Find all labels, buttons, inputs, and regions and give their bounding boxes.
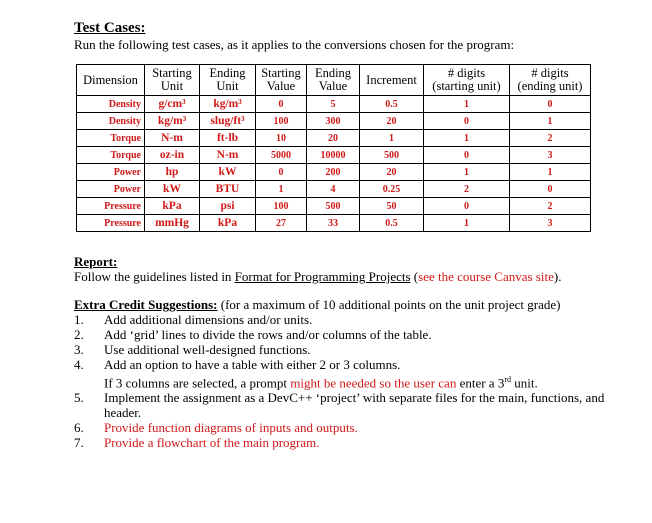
table-cell: 200 bbox=[307, 164, 360, 181]
table-cell: Power bbox=[77, 164, 145, 181]
table-cell: 1 bbox=[510, 164, 591, 181]
table-cell: 0 bbox=[424, 147, 510, 164]
table-cell: 100 bbox=[256, 113, 307, 130]
table-cell: oz-in bbox=[145, 147, 200, 164]
list-item: 6. Provide function diagrams of inputs and outputs. bbox=[74, 420, 358, 436]
list-item: 5. Implement the assignment as a DevC++ ‘project’ with separate files for the main, functions, and header. bbox=[74, 390, 605, 421]
table-cell: kPa bbox=[145, 198, 200, 215]
table-cell: Density bbox=[77, 113, 145, 130]
table-cell: Torque bbox=[77, 130, 145, 147]
table-cell: slug/ft³ bbox=[200, 113, 256, 130]
table-cell: kPa bbox=[200, 215, 256, 232]
list-item: 1. Add additional dimensions and/or units. bbox=[74, 312, 313, 327]
table-cell: 3 bbox=[510, 215, 591, 232]
table-cell: psi bbox=[200, 198, 256, 215]
table-cell: kW bbox=[200, 164, 256, 181]
table-cell: 2 bbox=[424, 181, 510, 198]
table-cell: 1 bbox=[424, 96, 510, 113]
table-cell: N-m bbox=[200, 147, 256, 164]
table-row bbox=[77, 181, 591, 198]
table-cell: 0.5 bbox=[360, 96, 424, 113]
table-cell: 10000 bbox=[307, 147, 360, 164]
table-row bbox=[77, 130, 591, 147]
test-cases-heading: Test Cases: bbox=[74, 20, 146, 36]
col-header-increment: Increment bbox=[360, 65, 424, 96]
table-cell: 50 bbox=[360, 198, 424, 215]
table-cell: 27 bbox=[256, 215, 307, 232]
table-cell: 1 bbox=[424, 164, 510, 181]
table-row bbox=[77, 113, 591, 130]
table-cell: 3 bbox=[510, 147, 591, 164]
table-cell: 5000 bbox=[256, 147, 307, 164]
table-cell: 1 bbox=[424, 215, 510, 232]
table-cell: kg/m³ bbox=[200, 96, 256, 113]
table-cell: 1 bbox=[256, 181, 307, 198]
table-cell: 300 bbox=[307, 113, 360, 130]
table-cell: BTU bbox=[200, 181, 256, 198]
table-row bbox=[77, 215, 591, 232]
table-cell: 33 bbox=[307, 215, 360, 232]
table-cell: Density bbox=[77, 96, 145, 113]
extra-credit-section bbox=[74, 297, 634, 450]
table-cell: mmHg bbox=[145, 215, 200, 232]
table-cell: 0 bbox=[424, 198, 510, 215]
test-cases-section bbox=[74, 20, 634, 52]
test-cases-intro: Run the following test cases, as it applies to the conversions chosen for the program: bbox=[74, 37, 515, 52]
col-header-digits-ending: # digits (ending unit) bbox=[510, 65, 591, 96]
table-cell: 500 bbox=[307, 198, 360, 215]
table-header-row bbox=[77, 65, 591, 96]
table-cell: Pressure bbox=[77, 198, 145, 215]
extra-credit-heading: Extra Credit Suggestions: bbox=[74, 297, 218, 312]
table-cell: 0.5 bbox=[360, 215, 424, 232]
col-header-digits-starting: # digits (starting unit) bbox=[424, 65, 510, 96]
table-cell: hp bbox=[145, 164, 200, 181]
col-header-ending-value: Ending Value bbox=[307, 65, 360, 96]
table-cell: 20 bbox=[360, 113, 424, 130]
col-header-dimension: Dimension bbox=[77, 65, 145, 96]
table-cell: g/cm³ bbox=[145, 96, 200, 113]
format-guidelines-link[interactable]: Format for Programming Projects bbox=[234, 269, 411, 284]
table-cell: Power bbox=[77, 181, 145, 198]
table-cell: 1 bbox=[510, 113, 591, 130]
table-cell: 1 bbox=[360, 130, 424, 147]
list-item: 3. Use additional well-designed functions. bbox=[74, 342, 311, 357]
table-cell: 0 bbox=[510, 181, 591, 198]
table-cell: ft-lb bbox=[200, 130, 256, 147]
table-cell: 0 bbox=[424, 113, 510, 130]
table-row bbox=[77, 96, 591, 113]
report-section bbox=[74, 254, 634, 284]
table-cell: 2 bbox=[510, 198, 591, 215]
table-cell: kW bbox=[145, 181, 200, 198]
table-row bbox=[77, 164, 591, 181]
table-row bbox=[77, 198, 591, 215]
col-header-ending-unit: Ending Unit bbox=[200, 65, 256, 96]
table-cell: 2 bbox=[510, 130, 591, 147]
canvas-note: see the course Canvas site bbox=[418, 269, 554, 284]
table-cell: 20 bbox=[307, 130, 360, 147]
table-cell: 10 bbox=[256, 130, 307, 147]
table-cell: 0 bbox=[256, 96, 307, 113]
test-cases-table bbox=[76, 64, 591, 232]
report-heading: Report: bbox=[74, 254, 118, 269]
table-cell: 20 bbox=[360, 164, 424, 181]
table-cell: Pressure bbox=[77, 215, 145, 232]
table-cell: 1 bbox=[424, 130, 510, 147]
table-cell: 4 bbox=[307, 181, 360, 198]
col-header-starting-unit: Starting Unit bbox=[145, 65, 200, 96]
table-cell: 100 bbox=[256, 198, 307, 215]
table-cell: kg/m³ bbox=[145, 113, 200, 130]
table-cell: 0.25 bbox=[360, 181, 424, 198]
table-row bbox=[77, 147, 591, 164]
col-header-starting-value: Starting Value bbox=[256, 65, 307, 96]
report-text: Follow the guidelines listed in Format for Programming Projects (see the course Canvas site). bbox=[74, 269, 562, 284]
table-cell: N-m bbox=[145, 130, 200, 147]
table-cell: 500 bbox=[360, 147, 424, 164]
list-item: 4. Add an option to have a table with either 2 or 3 columns. If 3 columns are selected, a prompt might be needed so the user can enter a 3rd unit. bbox=[74, 357, 538, 391]
table-cell: 0 bbox=[256, 164, 307, 181]
extra-credit-heading-line: Extra Credit Suggestions: (for a maximum of 10 additional points on the unit project grade) bbox=[74, 297, 561, 312]
list-item: 7. Provide a flowchart of the main program. bbox=[74, 435, 320, 451]
table-cell: 5 bbox=[307, 96, 360, 113]
table-cell: 0 bbox=[510, 96, 591, 113]
table-cell: Torque bbox=[77, 147, 145, 164]
list-item: 2. Add ‘grid’ lines to divide the rows and/or columns of the table. bbox=[74, 327, 432, 342]
